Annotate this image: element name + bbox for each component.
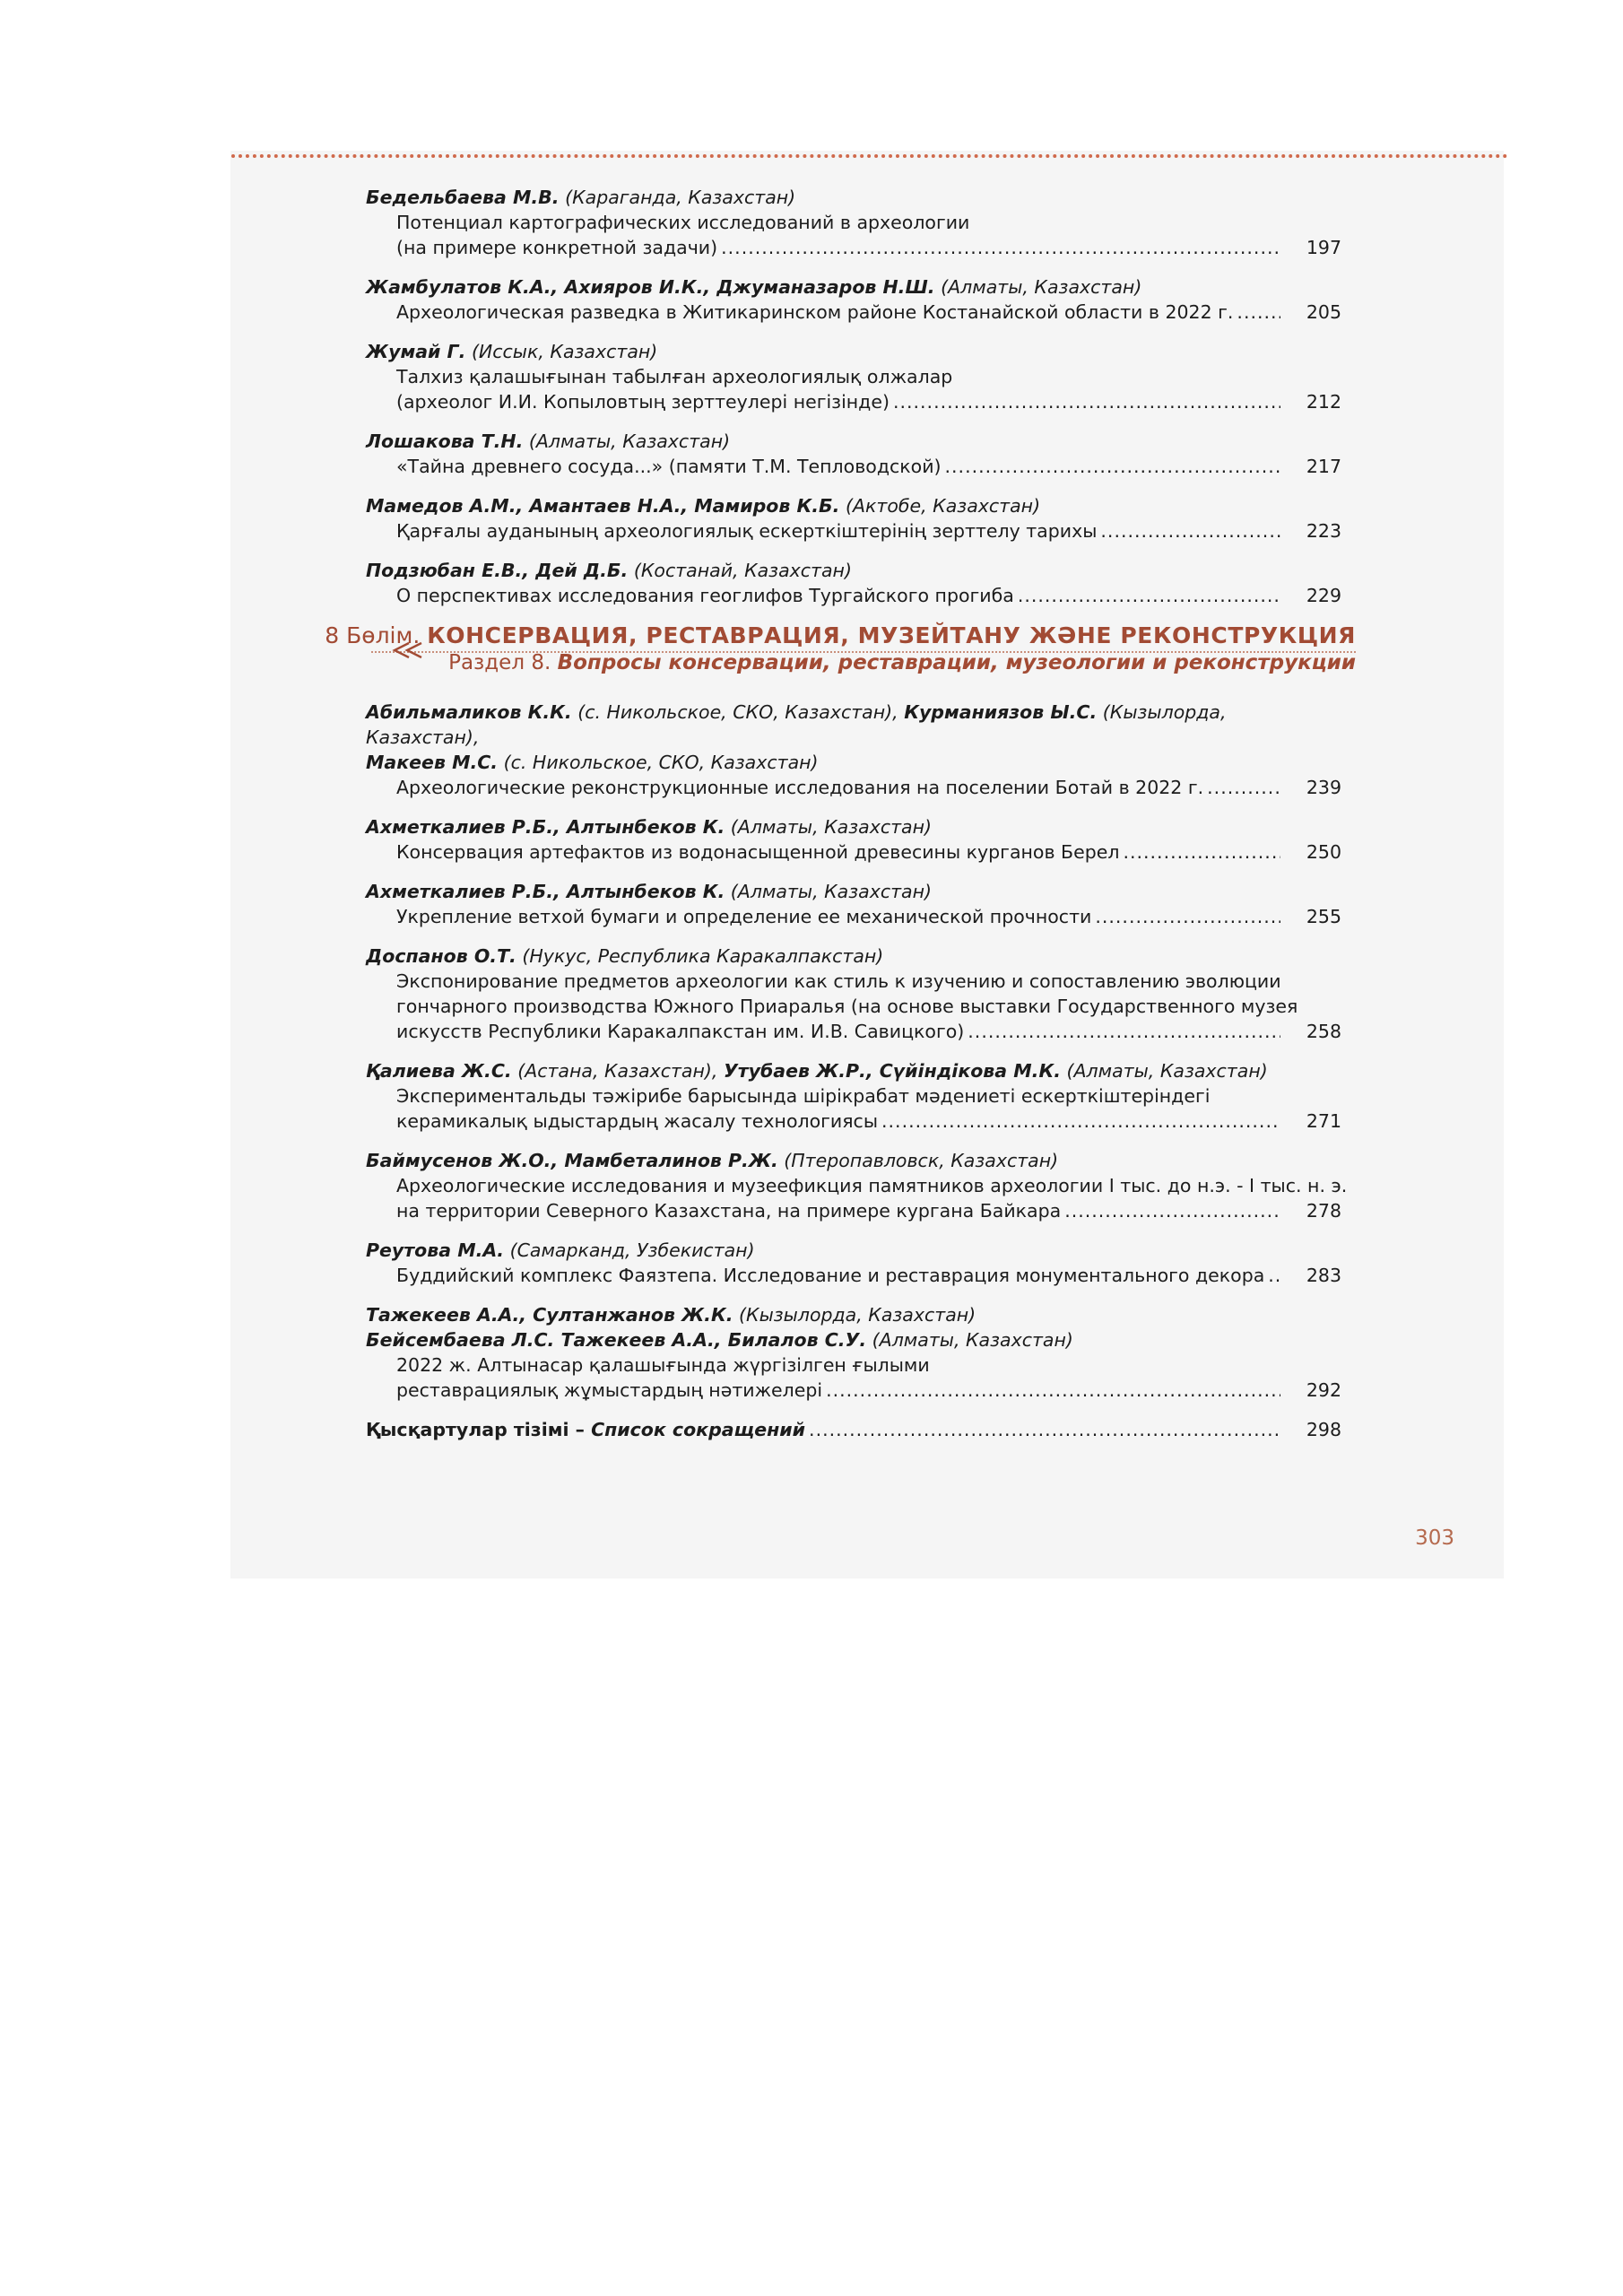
author-names: Абильмаликов К.К. — [366, 701, 572, 723]
top-dotted-rule — [231, 154, 1508, 158]
entry-authors — [366, 274, 1341, 300]
author-names: Курманиязов Ы.С. — [904, 701, 1098, 723]
entry-title-line: Экспериментальды тәжірибе барысында шірікрабат мәдениеті ескерткіштеріндегі — [396, 1085, 1211, 1107]
entry-title-text: Археологические реконструкционные исследования на поселении Ботай в 2022 г. — [396, 777, 1204, 798]
entry-title-text: Буддийский комплекс Фаязтепа. Исследование и реставрация монументального декора — [396, 1265, 1265, 1286]
dot-leader — [805, 1417, 1280, 1442]
page-number: 303 — [1415, 1526, 1454, 1550]
entry-title-text: Қарғалы ауданының археологиялық ескерткіштерінің зерттелу тарихы — [396, 520, 1098, 542]
entry-title-line — [366, 1378, 1341, 1403]
author-location: (Алматы, Казахстан) — [872, 1329, 1073, 1351]
toc-entry[interactable] — [366, 1148, 1348, 1223]
dot-leader — [942, 454, 1280, 479]
entry-title-line — [366, 518, 1341, 544]
entry-title-text: керамикалық ыдыстардың жасалу технологиясы — [396, 1110, 879, 1132]
section-title-ru — [448, 649, 1356, 676]
entry-authors — [366, 1238, 1341, 1263]
entry-title-text: Укрепление ветхой бумаги и определение ее механической прочности — [396, 906, 1092, 927]
entry-title-line: гончарного производства Южного Приаралья (на основе выставки Государственного музея — [396, 996, 1298, 1017]
entry-title-line — [366, 583, 1341, 608]
section-heading-ru: Вопросы консервации, реставрации, музеологии и реконструкции — [557, 651, 1356, 674]
dot-leader — [1014, 583, 1280, 608]
entry-title-line: Археологические исследования и музеефикция памятников археологии I тыс. до н.э. - I тыс. н. э. — [396, 1175, 1348, 1196]
author-location: (Кызылорда, Казахстан) — [739, 1304, 976, 1326]
author-location: (Алматы, Казахстан) — [941, 276, 1142, 298]
toc-entry[interactable] — [366, 700, 1341, 800]
dot-leader — [717, 235, 1280, 260]
author-location: (Самарканд, Узбекистан) — [509, 1239, 755, 1261]
author-location: (Алматы, Казахстан) — [730, 881, 932, 902]
entry-authors — [366, 750, 1341, 775]
entry-authors — [366, 1058, 1341, 1083]
section-heading-kz: КОНСЕРВАЦИЯ, РЕСТАВРАЦИЯ, МУЗЕЙТАНУ ЖӘНЕ РЕКОНСТРУКЦИЯ — [427, 622, 1356, 648]
author-location: (Алматы, Казахстан) — [1066, 1060, 1268, 1082]
author-location: (Алматы, Казахстан) — [528, 430, 731, 452]
page-ref: 223 — [1306, 520, 1341, 542]
entry-title-line: Потенциал картографических исследований в археологии — [396, 212, 970, 233]
author-names: Реутова М.А. — [366, 1239, 505, 1261]
toc-entry[interactable] — [366, 185, 1341, 260]
entry-title-text: реставрациялық жұмыстардың нәтижелері — [396, 1379, 823, 1401]
dot-leader — [1061, 1198, 1280, 1223]
author-location: (Нукус, Республика Каракалпакстан) — [522, 945, 884, 967]
toc-entry[interactable] — [366, 274, 1341, 325]
entry-title-line: Талхиз қалашығынан табылған археологиялық олжалар — [396, 366, 953, 387]
entry-authors — [366, 493, 1341, 518]
page-ref: 217 — [1306, 456, 1341, 477]
entry-authors — [366, 814, 1341, 839]
entry-authors — [366, 1148, 1341, 1173]
dot-leader — [1264, 1263, 1280, 1288]
author-names: Макеев М.С. — [366, 752, 499, 773]
dot-leader — [822, 1378, 1280, 1403]
entry-title-line: 2022 ж. Алтынасар қалашығында жүргізілген ғылыми — [396, 1354, 930, 1376]
entry-title-text: искусств Республики Каракалпакстан им. И.В. Савицкого) — [396, 1021, 965, 1042]
page-ref: 239 — [1306, 777, 1341, 798]
author-location: (Астана, Казахстан), — [517, 1060, 718, 1082]
page-ref: 292 — [1306, 1379, 1341, 1401]
dot-leader — [1203, 775, 1280, 800]
dot-leader — [1233, 300, 1280, 325]
page-ref: 229 — [1306, 585, 1341, 606]
toc-entry[interactable] — [366, 814, 1341, 865]
author-names: Бейсембаева Л.С. Тажекеев А.А., Билалов С.У. — [366, 1329, 867, 1351]
toc-group-section-7 — [366, 185, 1341, 608]
author-location: (Костанай, Казахстан) — [633, 560, 852, 581]
author-location: (Иссык, Казахстан) — [471, 341, 658, 362]
author-location: (Алматы, Казахстан) — [730, 816, 932, 838]
entry-title-line — [366, 235, 1341, 260]
entry-title-line — [366, 389, 1341, 414]
entry-authors — [366, 558, 1341, 583]
dot-leader — [964, 1019, 1280, 1044]
entry-title-line: Экспонирование предметов археологии как стиль к изучению и сопоставлению эволюции — [396, 970, 1281, 992]
toc-group-section-8 — [366, 700, 1348, 1403]
entry-authors — [366, 1327, 1341, 1352]
entry-title-line — [366, 454, 1341, 479]
toc-entry[interactable] — [366, 429, 1341, 479]
dot-leader — [1091, 904, 1280, 929]
page-ref: 258 — [1306, 1021, 1341, 1042]
page-ref: 278 — [1306, 1200, 1341, 1222]
section-8-heading — [325, 622, 1356, 680]
entry-title-text: Консервация артефактов из водонасыщенной древесины курганов Берел — [396, 841, 1120, 863]
page-ref: 283 — [1306, 1265, 1341, 1286]
toc-entry[interactable] — [366, 1238, 1341, 1288]
page-ref: 250 — [1306, 841, 1341, 863]
page-ref: 255 — [1306, 906, 1341, 927]
author-names: Мамедов А.М., Амантаев Н.А., Мамиров К.Б. — [366, 495, 840, 517]
author-names: Утубаев Ж.Р., Сүйіндікова М.К. — [723, 1060, 1061, 1082]
entry-title-line — [366, 300, 1341, 325]
toc-entry[interactable] — [366, 493, 1341, 544]
toc-entry[interactable] — [366, 879, 1341, 929]
author-location: (Караганда, Казахстан) — [565, 187, 796, 208]
entry-title-text: (на примере конкретной задачи) — [396, 237, 718, 258]
page-ref: 271 — [1306, 1110, 1341, 1132]
author-location: (Кызылорда, Казахстан), — [366, 701, 1227, 748]
entry-title-text: «Тайна древнего сосуда...» (памяти Т.М. Тепловодской) — [396, 456, 942, 477]
dot-leader — [1097, 518, 1280, 544]
entry-title-line — [366, 839, 1341, 865]
entry-title-line — [366, 1019, 1341, 1044]
author-names: Доспанов О.Т. — [366, 945, 516, 967]
author-names: Ахметкалиев Р.Б., Алтынбеков К. — [366, 816, 725, 838]
entry-title-line — [366, 1263, 1341, 1288]
author-names: Тажекеев А.А., Султанжанов Ж.К. — [366, 1304, 733, 1326]
toc-entry[interactable] — [366, 1058, 1341, 1134]
author-location: (Актобе, Казахстан) — [846, 495, 1041, 517]
author-location: (с. Никольское, СКО, Казахстан) — [503, 752, 819, 773]
entry-authors — [366, 944, 1341, 969]
toc-entry[interactable] — [366, 944, 1341, 1044]
entry-authors — [366, 879, 1341, 904]
entry-title-text: (археолог И.И. Копыловтың зерттеулері негізінде) — [396, 391, 890, 413]
entry-authors — [366, 339, 1341, 364]
dot-leader — [890, 389, 1280, 414]
abbreviations-label: Қысқартулар тізімі – Список сокращений — [366, 1419, 806, 1440]
author-location: (Птеропавловск, Казахстан) — [784, 1150, 1059, 1171]
toc-entry[interactable] — [366, 558, 1341, 608]
entry-authors — [366, 1302, 1341, 1327]
entry-title-text: Археологическая разведка в Житикаринском районе Костанайской области в 2022 г. — [396, 301, 1234, 323]
entry-authors — [366, 185, 1341, 210]
page-ref: 298 — [1306, 1419, 1341, 1440]
entry-title-line — [366, 1198, 1341, 1223]
page-ref: 205 — [1306, 301, 1341, 323]
page-ref: 197 — [1306, 237, 1341, 258]
entry-title-line — [366, 904, 1341, 929]
toc-entry[interactable] — [366, 1302, 1341, 1403]
author-names: Баймусенов Ж.О., Мамбеталинов Р.Ж. — [366, 1150, 778, 1171]
toc-abbreviations-entry[interactable] — [366, 1417, 1341, 1442]
dot-leader — [1119, 839, 1280, 865]
author-location: (с. Никольское, СКО, Казахстан), — [577, 701, 898, 723]
dot-leader — [878, 1109, 1280, 1134]
section-prefix-kz: 8 Бөлім. — [325, 622, 421, 648]
entry-title-line — [366, 1109, 1341, 1134]
author-names: Подзюбан Е.В., Дей Д.Б. — [366, 560, 629, 581]
entry-title-text: О перспективах исследования геоглифов Тургайского прогиба — [396, 585, 1014, 606]
author-names: Жамбулатов К.А., Ахияров И.К., Джуманазаров Н.Ш. — [366, 276, 935, 298]
entry-authors — [366, 700, 1341, 750]
toc-entry[interactable] — [366, 339, 1341, 414]
author-names: Бедельбаева М.В. — [366, 187, 560, 208]
page-ref: 212 — [1306, 391, 1341, 413]
entry-authors — [366, 429, 1341, 454]
section-title-kz — [325, 622, 1356, 649]
section-prefix-ru: Раздел 8. — [448, 651, 551, 674]
author-names: Жумай Г. — [366, 341, 466, 362]
table-of-contents — [325, 185, 1356, 1442]
entry-title-line — [366, 775, 1341, 800]
author-names: Қалиева Ж.С. — [366, 1060, 512, 1082]
author-names: Ахметкалиев Р.Б., Алтынбеков К. — [366, 881, 725, 902]
entry-title-text: на территории Северного Казахстана, на примере кургана Байкара — [396, 1200, 1062, 1222]
author-names: Лошакова Т.Н. — [366, 430, 524, 452]
